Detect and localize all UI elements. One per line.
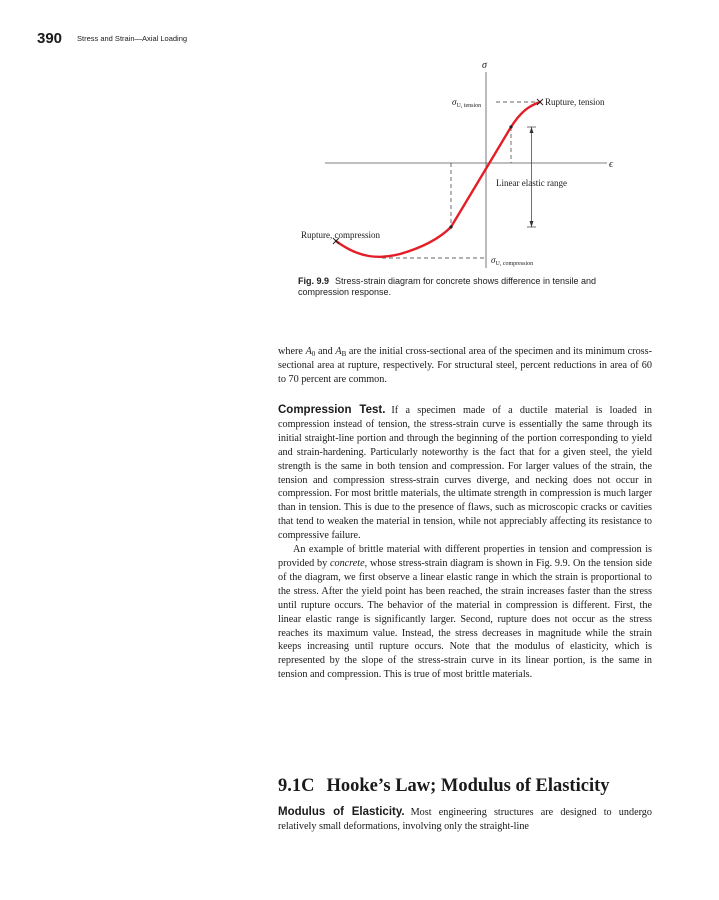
linear-range-arrow-up <box>530 127 534 133</box>
section-number: 9.1C <box>278 776 315 796</box>
sigma-u-compression-label: $\sigma_{U, compression}$ <box>491 255 534 267</box>
rupture-tension-label: Rupture, tension <box>545 97 605 107</box>
sigma-u-tension-label: $\sigma_{U, tension}$ <box>452 97 482 109</box>
compression-yield-point <box>449 225 452 228</box>
page-number: 390 <box>37 30 63 47</box>
tension-yield-point <box>509 125 512 128</box>
paragraph-compression-test: Compression Test. If a specimen made of a ductile material is loaded in compression instead of tension, the stress-strain curve is essentially the same through its initial straight-line portion and through the beginning of the portion corresponding to yield and strain-hardening. Particularly noteworthy is the fact that for a given steel, the yield strength is the same in both tension and compression. For larger values of the strain, the tension and compression stress-strain curves diverge, and necking does not occur in compression. For most brittle materials, the ultimate strength in compression is much larger than in tension. This is due to the presence of flaws, such as microscopic cracks or cavities that tend to weaken the material in tension, while not appreciably affecting its resistance to compressive failure. <box>278 404 652 542</box>
linear-range-arrow-down <box>530 221 534 227</box>
paragraph-area-reduction: where $A_0$ and $A_B$ are the initial cross-sectional area of the specimen and its minimum cross-sectional area at rupture, respectively. For structural steel, percent reductions in area of 60 to 70 percent are common. <box>278 346 652 385</box>
section-title: Hooke’s Law; Modulus of Elasticity <box>326 776 610 796</box>
epsilon-axis-label: ϵ <box>609 159 614 170</box>
modulus-heading: Modulus of Elasticity. <box>278 806 405 818</box>
compression-test-section <box>278 404 652 682</box>
stress-strain-figure <box>0 0 719 300</box>
figure-caption <box>298 276 628 298</box>
linear-range-label: Linear elastic range <box>496 178 567 188</box>
paragraph-concrete-example: An example of brittle material with different properties in tension and compression is provided by concrete, whose stress-strain diagram is shown in Fig. 9.9. On the tension side of the diagram, we first observe a linear elastic range in which the strain is proportional to the stress. After the yield point has been reached, the strain increases faster than the stress until rupture occurs. The behavior of the material in compression is different. First, the linear elastic range is significantly larger. Second, rupture does not occur as the stress reaches its maximum value. Instead, the stress decreases in magnitude while the strain keeps increasing until rupture occurs. Note that the modulus of elasticity, which is represented by the slope of the stress-strain curve in its linear portion, is the same in tension and compression. This is true of most brittle materials. <box>278 544 652 681</box>
paragraph-modulus: Modulus of Elasticity. Most engineering structures are designed to undergo relatively small deformations, involving only the straight-line <box>278 806 652 832</box>
caption-label: Fig. 9.9 <box>298 276 330 286</box>
caption-text: Stress-strain diagram for concrete shows difference in tensile and compression response. <box>298 276 596 297</box>
running-title: Stress and Strain—Axial Loading <box>77 34 188 43</box>
sigma-axis-label: σ <box>482 60 487 71</box>
rupture-compression-label: Rupture, compression <box>301 230 380 240</box>
compression-test-heading: Compression Test. <box>278 404 386 416</box>
section-heading <box>278 776 610 797</box>
